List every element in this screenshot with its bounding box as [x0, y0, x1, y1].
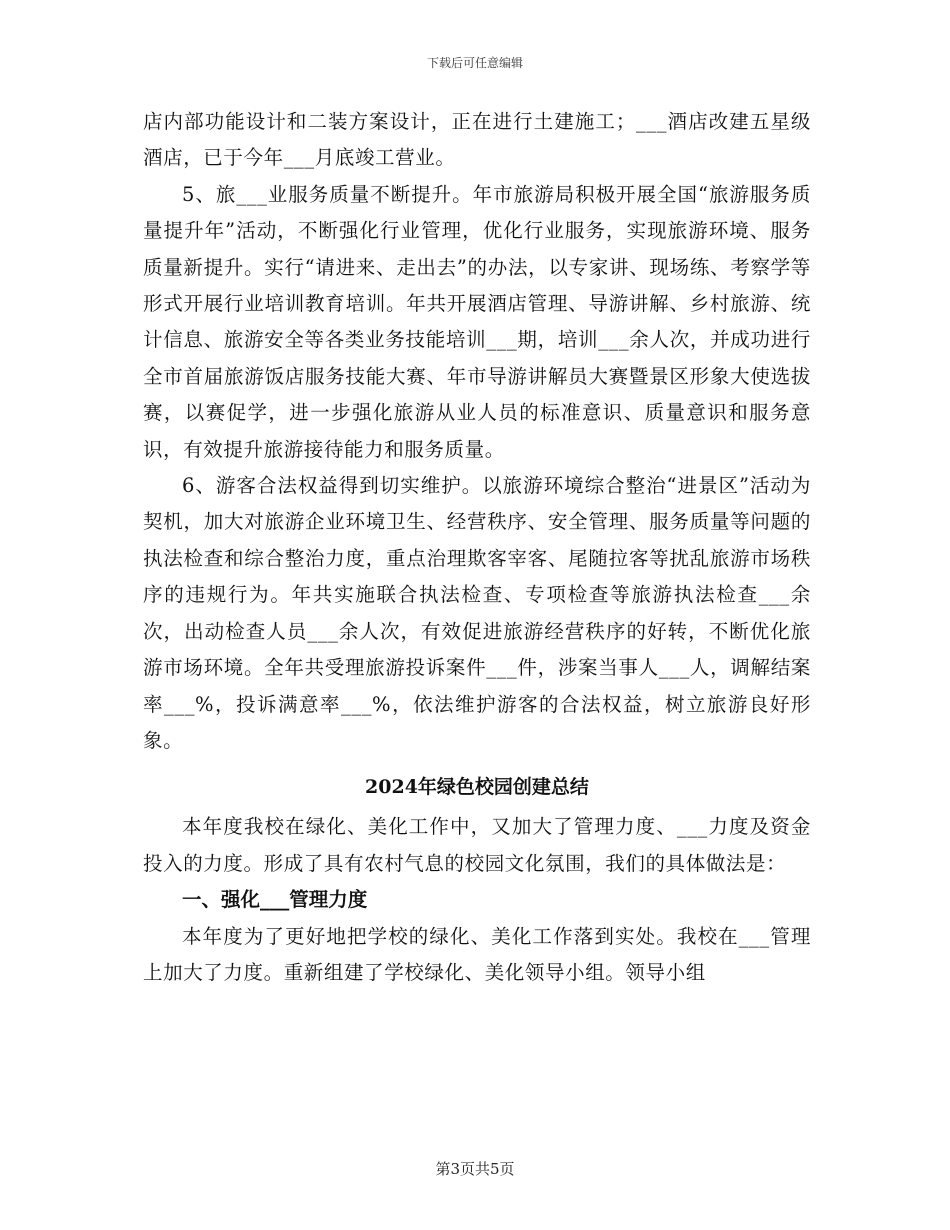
section-heading: 一、强化___管理力度 [182, 888, 368, 912]
paragraph-hotel: 店内部功能设计和二装方案设计，正在进行土建施工；___酒店改建五星级酒店，已于今年___月底竣工营业。 [143, 110, 811, 170]
page-footer: 第3页共5页 [435, 1160, 515, 1178]
section-title: 2024年绿色校园创建总结 [365, 776, 589, 799]
paragraph-service-quality: 5、旅___业服务质量不断提升。年市旅游局积极开展全国“旅游服务质量提升年”活动，不断强化行业管理，优化行业服务，实现旅游环境、服务质量新提升。实行“请进来、走出去”的办法，以专家讲、现场练、考察学等形式开展行业培训教育培训。年共开展酒店管理、导游讲解、乡村旅游、统计信息、旅游安全等各类业务技能培训___期，培训___余人次，并成功进行全市首届旅游饭店服务技能大赛、年市导游讲解员大赛暨景区形象大使选拔赛，以赛促学，进一步强化旅游从业人员的标准意识、质量意识和服务意识，有效提升旅游接待能力和服务质量。 [143, 182, 811, 461]
section-intro: 本年度我校在绿化、美化工作中，又加大了管理力度、___力度及资金投入的力度。形成了具有农村气息的校园文化氛围，我们的具体做法是： [143, 815, 811, 875]
document-body [143, 104, 811, 991]
page-header: 下载后可任意编辑 [426, 56, 523, 70]
paragraph-visitor-rights: 6、游客合法权益得到切实维护。以旅游环境综合整治“进景区”活动为契机，加大对旅游企业环境卫生、经营秩序、安全管理、服务质量等问题的执法检查和综合整治力度，重点治理欺客宰客、尾随拉客等扰乱旅游市场秩序的违规行为。年共实施联合执法检查、专项检查等旅游执法检查___余次，出动检查人员___余人次，有效促进旅游经营秩序的好转，不断优化旅游市场环境。全年共受理旅游投诉案件___件，涉案当事人___人，调解结案率___%，投诉满意率___%，依法维护游客的合法权益，树立旅游良好形象。 [143, 474, 811, 752]
section-body: 本年度为了更好地把学校的绿化、美化工作落到实处。我校在___管理上加大了力度。重新组建了学校绿化、美化领导小组。领导小组 [143, 924, 811, 984]
